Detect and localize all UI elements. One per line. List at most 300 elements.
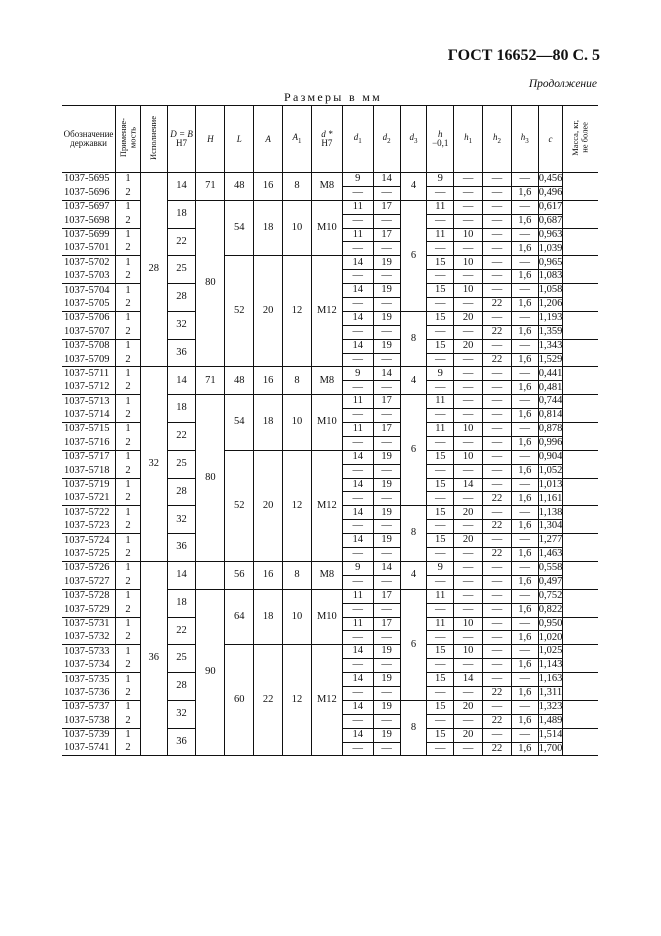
table-cell	[563, 631, 598, 645]
merged-cell: 71	[196, 173, 225, 201]
header-l: L	[225, 106, 254, 173]
table-cell: 1,6	[511, 714, 538, 728]
table-cell: —	[483, 617, 512, 631]
table-cell: 1,6	[511, 686, 538, 700]
table-cell: 0,963	[538, 228, 563, 242]
table-row	[62, 173, 598, 187]
table-cell: —	[427, 214, 454, 228]
merged-cell: 36	[140, 561, 167, 755]
header-h1-sub: 1	[468, 136, 473, 145]
designation-cell: 1037-5722	[62, 506, 116, 520]
table-cell: —	[342, 742, 373, 756]
merged-cell: 32	[140, 367, 167, 561]
table-cell: 1,311	[538, 686, 563, 700]
table-cell: 2	[116, 492, 141, 506]
table-cell: 1,6	[511, 186, 538, 200]
table-cell: 14	[373, 367, 400, 381]
table-cell: 14	[342, 339, 373, 353]
table-cell: —	[373, 214, 400, 228]
table-cell: —	[483, 436, 512, 450]
header-d1-sub: 1	[358, 136, 362, 145]
table-cell: 1,6	[511, 659, 538, 673]
table-cell: 14	[342, 256, 373, 270]
table-cell: 22	[483, 548, 512, 562]
header-mass-line1: Масса, кг,	[570, 120, 581, 156]
table-cell: 0,878	[538, 423, 563, 437]
merged-cell: M10	[311, 589, 342, 645]
table-cell: 1	[116, 673, 141, 687]
merged-cell: 28	[167, 478, 196, 506]
table-cell: 19	[373, 256, 400, 270]
table-cell: —	[483, 381, 512, 395]
merged-cell: 54	[225, 200, 254, 256]
table-cell: —	[373, 742, 400, 756]
table-cell: 17	[373, 423, 400, 437]
header-h2	[483, 106, 512, 173]
table-cell: —	[454, 548, 483, 562]
header-d-line2: H7	[321, 138, 333, 148]
table-cell: 1,143	[538, 659, 563, 673]
table-cell: 1,323	[538, 700, 563, 714]
table-cell: 15	[427, 339, 454, 353]
merged-cell: 8	[283, 367, 312, 395]
table-cell: 1,529	[538, 353, 563, 367]
table-cell: 1	[116, 617, 141, 631]
merged-cell: 6	[400, 589, 427, 700]
table-cell: —	[511, 673, 538, 687]
table-cell	[563, 214, 598, 228]
table-cell: 1,025	[538, 645, 563, 659]
table-cell: —	[483, 228, 512, 242]
table-cell	[563, 603, 598, 617]
table-cell: 15	[427, 534, 454, 548]
table-cell: 1	[116, 450, 141, 464]
table-cell: 2	[116, 214, 141, 228]
table-cell	[563, 173, 598, 187]
table-cell: 15	[427, 284, 454, 298]
merged-cell: 10	[283, 589, 312, 645]
header-d1-text: d	[353, 132, 359, 143]
table-cell: 14	[342, 645, 373, 659]
table-cell: —	[454, 561, 483, 575]
table-cell: —	[373, 464, 400, 478]
table-cell	[563, 575, 598, 589]
table-cell	[563, 325, 598, 339]
table-cell: —	[454, 659, 483, 673]
merged-cell: M12	[311, 450, 342, 561]
designation-cell: 1037-5726	[62, 561, 116, 575]
table-cell: 1	[116, 589, 141, 603]
table-cell: 2	[116, 464, 141, 478]
table-cell: —	[483, 450, 512, 464]
header-h-tol-line1: h	[438, 129, 443, 139]
table-cell: —	[373, 298, 400, 312]
table-cell: —	[454, 575, 483, 589]
table-cell: 9	[427, 367, 454, 381]
table-cell: 22	[483, 742, 512, 756]
merged-cell: M8	[311, 561, 342, 589]
header-h-tol	[427, 106, 454, 173]
table-cell: —	[373, 353, 400, 367]
designation-cell: 1037-5718	[64, 464, 110, 476]
table-cell: —	[483, 603, 512, 617]
table-cell	[196, 575, 225, 589]
header-d-b-line1: D = B	[170, 129, 193, 139]
table-cell	[563, 742, 598, 756]
designation-cell: 1037-5698	[64, 214, 110, 226]
table-cell: 1	[116, 700, 141, 714]
table-cell: 14	[342, 728, 373, 742]
table-cell: —	[511, 478, 538, 492]
table-cell: 1,304	[538, 520, 563, 534]
table-cell: —	[427, 714, 454, 728]
table-cell: 14	[342, 450, 373, 464]
table-cell: —	[454, 589, 483, 603]
header-h3-sub: 3	[525, 136, 529, 145]
merged-cell: 28	[167, 284, 196, 312]
table-cell: 10	[454, 617, 483, 631]
designation-cell: 1037-5697	[62, 200, 116, 214]
designation-cell: 1037-5708	[62, 339, 116, 353]
table-cell: 1,013	[538, 478, 563, 492]
table-cell: 11	[427, 395, 454, 409]
merged-cell: 25	[167, 645, 196, 673]
designation-cell: 1037-5711	[62, 367, 116, 381]
table-cell	[563, 534, 598, 548]
table-cell	[563, 298, 598, 312]
header-d-b	[167, 106, 196, 173]
table-row	[62, 561, 598, 575]
table-cell: —	[342, 520, 373, 534]
designation-cell: 1037-5736	[64, 686, 110, 698]
table-cell: 1,6	[511, 492, 538, 506]
table-cell: —	[454, 520, 483, 534]
table-cell: —	[342, 492, 373, 506]
table-cell: —	[342, 409, 373, 423]
table-cell: 19	[373, 339, 400, 353]
table-cell: —	[511, 395, 538, 409]
table-cell: —	[427, 686, 454, 700]
table-cell	[563, 561, 598, 575]
table-cell	[563, 548, 598, 562]
table-cell: —	[483, 200, 512, 214]
merged-cell: 20	[254, 256, 283, 367]
merged-cell: 56	[225, 561, 254, 589]
table-cell	[563, 409, 598, 423]
table-cell: 2	[116, 575, 141, 589]
table-cell: —	[511, 284, 538, 298]
table-cell: —	[483, 464, 512, 478]
table-cell: 10	[454, 228, 483, 242]
table-cell	[563, 353, 598, 367]
table-row	[62, 367, 598, 381]
table-cell: 1	[116, 506, 141, 520]
table-cell: 1,193	[538, 311, 563, 325]
table-cell: 14	[373, 173, 400, 187]
table-cell: —	[511, 700, 538, 714]
merged-cell: 18	[167, 589, 196, 617]
table-cell: —	[427, 436, 454, 450]
merged-cell: 22	[167, 228, 196, 256]
designation-cell: 1037-5695	[64, 173, 110, 185]
merged-cell: 18	[167, 200, 196, 228]
table-cell	[563, 589, 598, 603]
table-cell	[563, 395, 598, 409]
table-cell: 14	[342, 311, 373, 325]
table-cell: 17	[373, 200, 400, 214]
table-cell: —	[511, 506, 538, 520]
table-cell: —	[454, 436, 483, 450]
table-cell: —	[511, 534, 538, 548]
table-cell: 17	[373, 228, 400, 242]
table-cell: —	[373, 548, 400, 562]
table-cell: 14	[342, 534, 373, 548]
table-cell: —	[454, 409, 483, 423]
table-cell: —	[483, 700, 512, 714]
header-a: A	[254, 106, 283, 173]
table-cell: 0,822	[538, 603, 563, 617]
table-cell: 1,6	[511, 603, 538, 617]
table-cell: 1	[116, 228, 141, 242]
table-cell: 1	[116, 256, 141, 270]
table-cell: 0,496	[538, 186, 563, 200]
table-cell: 1,6	[511, 520, 538, 534]
table-cell: —	[483, 478, 512, 492]
table-cell: 1,6	[511, 631, 538, 645]
table-cell: 17	[373, 395, 400, 409]
designation-cell: 1037-5731	[62, 617, 116, 631]
table-cell	[563, 645, 598, 659]
table-cell: 15	[427, 728, 454, 742]
table-cell: —	[483, 728, 512, 742]
table-cell: 1,058	[538, 284, 563, 298]
page-header-title: ГОСТ 16652—80 С. 5	[447, 47, 600, 64]
table-cell: —	[454, 464, 483, 478]
table-cell: 20	[454, 506, 483, 520]
table-cell	[563, 673, 598, 687]
merged-cell: 4	[400, 173, 427, 201]
table-cell: —	[373, 575, 400, 589]
table-cell: —	[427, 381, 454, 395]
table-cell: 2	[116, 353, 141, 367]
table-cell: —	[483, 395, 512, 409]
designation-cell: 1037-5707	[64, 325, 110, 337]
designation-cell: 1037-5724	[62, 534, 116, 548]
header-variant	[140, 106, 167, 173]
designation-cell: 1037-5727	[64, 575, 110, 587]
merged-cell: 22	[254, 645, 283, 756]
table-cell: 1,700	[538, 742, 563, 756]
table-cell: 1,039	[538, 242, 563, 256]
table-cell	[563, 270, 598, 284]
merged-cell: 36	[167, 339, 196, 367]
table-cell: —	[342, 575, 373, 589]
merged-cell: 28	[167, 673, 196, 701]
table-cell: 1	[116, 478, 141, 492]
merged-cell: 18	[254, 200, 283, 256]
table-cell: 0,497	[538, 575, 563, 589]
table-cell: —	[427, 186, 454, 200]
table-cell: —	[483, 631, 512, 645]
table-cell: 1,6	[511, 436, 538, 450]
table-cell: 0,752	[538, 589, 563, 603]
table-cell: 15	[427, 256, 454, 270]
table-cell: 1,138	[538, 506, 563, 520]
table-cell: —	[427, 659, 454, 673]
table-cell: 2	[116, 409, 141, 423]
table-cell: —	[483, 311, 512, 325]
table-cell: 10	[454, 256, 483, 270]
table-cell: 1,6	[511, 298, 538, 312]
table-cell	[563, 617, 598, 631]
table-cell: —	[511, 561, 538, 575]
designation-cell: 1037-5729	[64, 603, 110, 615]
table-cell	[563, 242, 598, 256]
table-cell: 2	[116, 381, 141, 395]
table-cell: 1,161	[538, 492, 563, 506]
table-cell: —	[454, 200, 483, 214]
table-cell: —	[454, 603, 483, 617]
table-cell: 19	[373, 645, 400, 659]
table-cell	[563, 200, 598, 214]
table-cell: —	[483, 659, 512, 673]
merged-cell: 36	[167, 534, 196, 562]
header-d2-sub: 2	[387, 136, 391, 145]
table-cell	[563, 520, 598, 534]
designation-cell: 1037-5732	[64, 631, 110, 643]
table-cell	[563, 339, 598, 353]
table-cell: 1	[116, 645, 141, 659]
designation-cell: 1037-5709	[64, 353, 110, 365]
table-cell	[563, 686, 598, 700]
designation-cell: 1037-5705	[64, 297, 110, 309]
table-cell: 22	[483, 353, 512, 367]
merged-cell: M12	[311, 645, 342, 756]
merged-cell: 8	[400, 700, 427, 756]
table-cell: 1	[116, 311, 141, 325]
table-cell: —	[511, 645, 538, 659]
header-h1-text: h	[464, 132, 469, 143]
header-d3	[400, 106, 427, 173]
table-cell: 0,996	[538, 436, 563, 450]
table-cell: 14	[342, 700, 373, 714]
holder-dimensions-table	[62, 105, 598, 756]
table-cell: —	[454, 186, 483, 200]
table-cell	[563, 450, 598, 464]
merged-cell: 8	[283, 561, 312, 589]
merged-cell: M12	[311, 256, 342, 367]
table-cell: 14	[454, 673, 483, 687]
header-c: c	[538, 106, 563, 173]
merged-cell: 18	[167, 395, 196, 423]
table-cell: 11	[427, 589, 454, 603]
table-cell: —	[342, 631, 373, 645]
table-cell: 20	[454, 728, 483, 742]
table-cell: —	[342, 659, 373, 673]
merged-cell: 25	[167, 450, 196, 478]
table-cell: —	[454, 686, 483, 700]
table-cell: 22	[483, 714, 512, 728]
merged-cell: 4	[400, 367, 427, 395]
table-cell: —	[342, 381, 373, 395]
merged-cell: 14	[167, 561, 196, 589]
table-cell: 14	[342, 478, 373, 492]
table-cell: —	[427, 575, 454, 589]
merged-cell: 32	[167, 700, 196, 728]
table-cell: 14	[342, 284, 373, 298]
table-cell: —	[483, 673, 512, 687]
table-cell	[196, 561, 225, 575]
table-cell: —	[373, 631, 400, 645]
designation-cell: 1037-5701	[64, 242, 110, 254]
table-cell: —	[483, 575, 512, 589]
table-cell: 10	[454, 645, 483, 659]
table-cell: 2	[116, 270, 141, 284]
table-cell: —	[373, 659, 400, 673]
merged-cell: 48	[225, 367, 254, 395]
table-cell: —	[454, 173, 483, 187]
table-cell: —	[373, 409, 400, 423]
header-h2-text: h	[492, 132, 498, 143]
table-cell: 11	[427, 200, 454, 214]
designation-cell: 1037-5741	[62, 742, 116, 756]
table-cell: —	[483, 339, 512, 353]
merged-cell: 16	[254, 173, 283, 201]
table-cell: —	[483, 242, 512, 256]
header-d	[311, 106, 342, 173]
table-cell: 1,6	[511, 381, 538, 395]
table-cell: —	[511, 728, 538, 742]
designation-cell: 1037-5728	[62, 589, 116, 603]
table-cell: 14	[373, 561, 400, 575]
continuation-label: Продолжение	[528, 78, 597, 90]
table-cell: —	[483, 173, 512, 187]
designation-cell: 1037-5723	[64, 520, 110, 532]
table-cell: 19	[373, 673, 400, 687]
designation-cell: 1037-5725	[64, 547, 110, 559]
table-cell: —	[427, 298, 454, 312]
table-cell: 1,6	[511, 325, 538, 339]
header-h3-text: h	[520, 132, 526, 143]
table-cell: —	[427, 270, 454, 284]
designation-cell: 1037-5703	[64, 270, 110, 282]
merged-cell: 18	[254, 589, 283, 645]
table-cell: 10	[454, 450, 483, 464]
merged-cell: M8	[311, 173, 342, 201]
table-cell: —	[483, 506, 512, 520]
table-cell: —	[342, 603, 373, 617]
table-cell: 15	[427, 450, 454, 464]
table-cell: —	[511, 256, 538, 270]
merged-cell: 64	[225, 589, 254, 645]
table-cell: 1	[116, 200, 141, 214]
table-cell: 22	[483, 686, 512, 700]
table-cell: 2	[116, 659, 141, 673]
merged-cell: 52	[225, 450, 254, 561]
table-cell	[563, 367, 598, 381]
header-mass	[563, 106, 598, 173]
table-cell: 0,617	[538, 200, 563, 214]
table-cell: 1	[116, 367, 141, 381]
table-cell: —	[511, 173, 538, 187]
table-cell: —	[373, 186, 400, 200]
header-d1	[342, 106, 373, 173]
table-cell: —	[483, 284, 512, 298]
merged-cell: M8	[311, 367, 342, 395]
table-cell: 17	[373, 589, 400, 603]
merged-cell: 22	[167, 423, 196, 451]
dimensions-caption: Размеры в мм	[284, 90, 383, 104]
